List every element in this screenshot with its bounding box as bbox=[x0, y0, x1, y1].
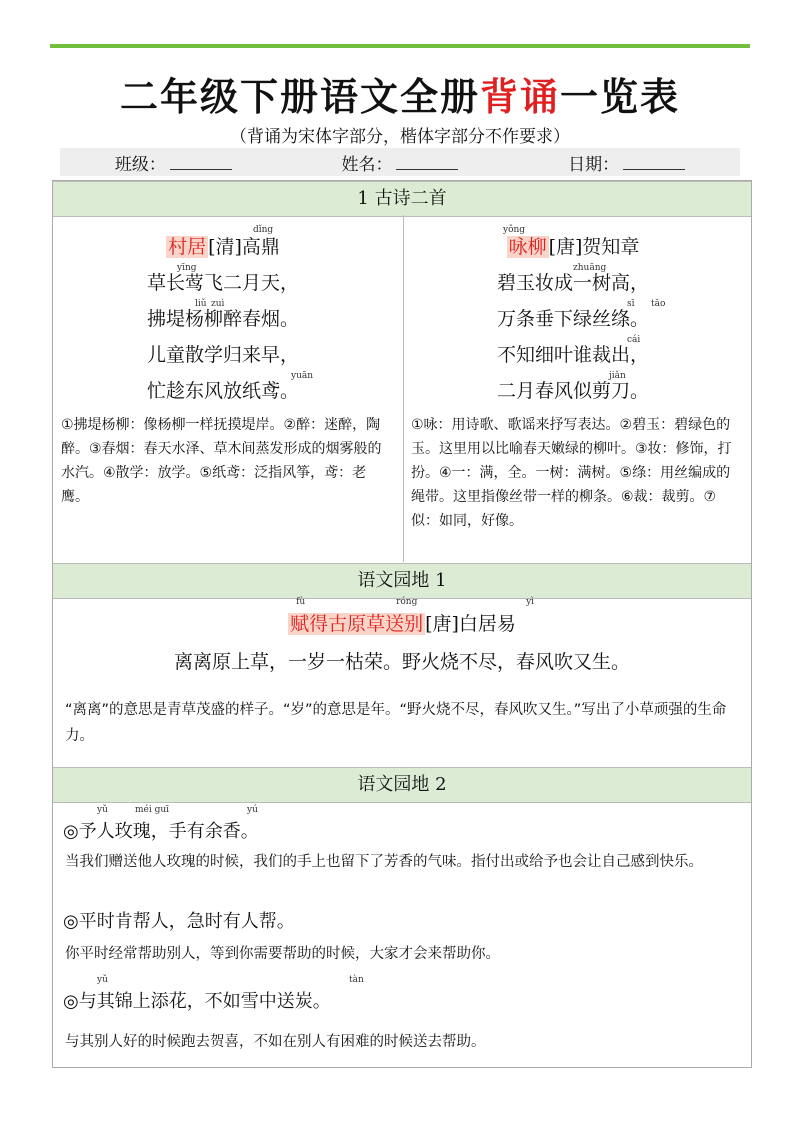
poem-line: cái 不知细叶谁裁出， bbox=[496, 335, 649, 366]
date-field[interactable]: 日期： bbox=[568, 150, 685, 175]
poem-line: zhuāng 碧玉妆成一树高， bbox=[496, 263, 649, 294]
section-header-garden-2: 语文园地 2 bbox=[53, 767, 751, 803]
page-subtitle: （背诵为宋体字部分，楷体字部分不作要求） bbox=[230, 127, 570, 147]
poem-line: sī tāo 万条垂下绿丝绦。 bbox=[496, 299, 666, 330]
poem-fude-title-line: fù róng yì 赋得古原草送别 [唐]白居易 bbox=[290, 597, 535, 635]
poem-line: 儿童散学归来早， bbox=[146, 344, 299, 366]
section-header-garden-1: 语文园地 1 bbox=[53, 563, 751, 599]
poem-cunju bbox=[73, 225, 373, 409]
poem-author: [清]高鼎 bbox=[208, 236, 280, 258]
poem-notes: ①拂堤杨柳：像杨柳一样抚摸堤岸。②醉：迷醉，陶醉。③春烟：春天水泽、草木间蒸发形成的烟雾般的水汽。④散学：放学。⑤纸鸢：泛指风筝，鸢：老鹰。 bbox=[61, 417, 382, 505]
saying: ◎平时肯帮人，急时有人帮。 bbox=[63, 911, 295, 932]
saying-explanation: 当我们赠送他人玫瑰的时候，我们的手上也留下了芳香的气味。指付出或给予也会让自己感到快乐。 bbox=[65, 854, 703, 870]
poem-author: [唐]白居易 bbox=[425, 613, 516, 635]
saying-explanation: 你平时经常帮助别人，等到你需要帮助的时候，大家才会来帮助你。 bbox=[65, 946, 500, 962]
top-rule bbox=[50, 44, 750, 48]
poem-notes: ①咏：用诗歌、歌谣来抒写表达。②碧玉：碧绿色的玉。这里用以比喻春天嫩绿的柳叶。③妆：修饰，打扮。④一：满，全。一树：满树。⑤绦：用丝编成的绳带。这里指像丝带一样的柳条。⑥裁：裁剪。⑦似：如同，好像。 bbox=[411, 417, 732, 529]
name-field[interactable]: 姓名： bbox=[341, 150, 458, 175]
poem-fude-line: 离离原上草，一岁一枯荣。野火烧不尽，春风吹又生。 bbox=[173, 651, 630, 673]
section-header-poems: 1 古诗二首 bbox=[53, 181, 751, 217]
saying-explanation: 与其别人好的时候跑去贺喜，不如在别人有困难的时候送去帮助。 bbox=[65, 1034, 486, 1050]
poem-fude-notes: “离离”的意思是青草茂盛的样子。“岁”的意思是年。“野火烧不尽，春风吹又生。”写出了小草顽强的生命力。 bbox=[65, 702, 727, 744]
class-field[interactable]: 班级： bbox=[115, 150, 232, 175]
poem-title-line: dǐng 村居 [清]高鼎 bbox=[168, 225, 280, 258]
page-title: 二年级下册语文全册背诵一览表 bbox=[119, 74, 681, 119]
poem-title: 咏柳 bbox=[508, 236, 547, 258]
poem-title: 村居 bbox=[168, 236, 207, 258]
poem-line: jiǎn 二月春风似剪刀。 bbox=[496, 371, 649, 402]
poem-line: yīng 草长莺飞二月天， bbox=[146, 263, 299, 294]
title-highlight: 背诵 bbox=[479, 74, 560, 119]
student-info-bar bbox=[60, 148, 740, 176]
poem-yongliu bbox=[423, 225, 723, 409]
poem-author: [唐]贺知章 bbox=[548, 236, 640, 258]
saying: yǔ méi guī yú ◎予人玫瑰，手有余香。 bbox=[63, 805, 259, 842]
saying: yǔ tàn ◎与其锦上添花，不如雪中送炭。 bbox=[63, 975, 364, 1012]
poem-line: liǔ zuì 拂堤杨柳醉春烟。 bbox=[146, 299, 299, 330]
poem-title: 赋得古原草送别 bbox=[290, 613, 424, 635]
content-frame bbox=[52, 180, 752, 1068]
poem-line: yuān 忙趁东风放纸鸢。 bbox=[146, 371, 314, 402]
poem-title-line: yǒng 咏柳 [唐]贺知章 bbox=[503, 225, 640, 258]
column-divider bbox=[403, 215, 404, 562]
